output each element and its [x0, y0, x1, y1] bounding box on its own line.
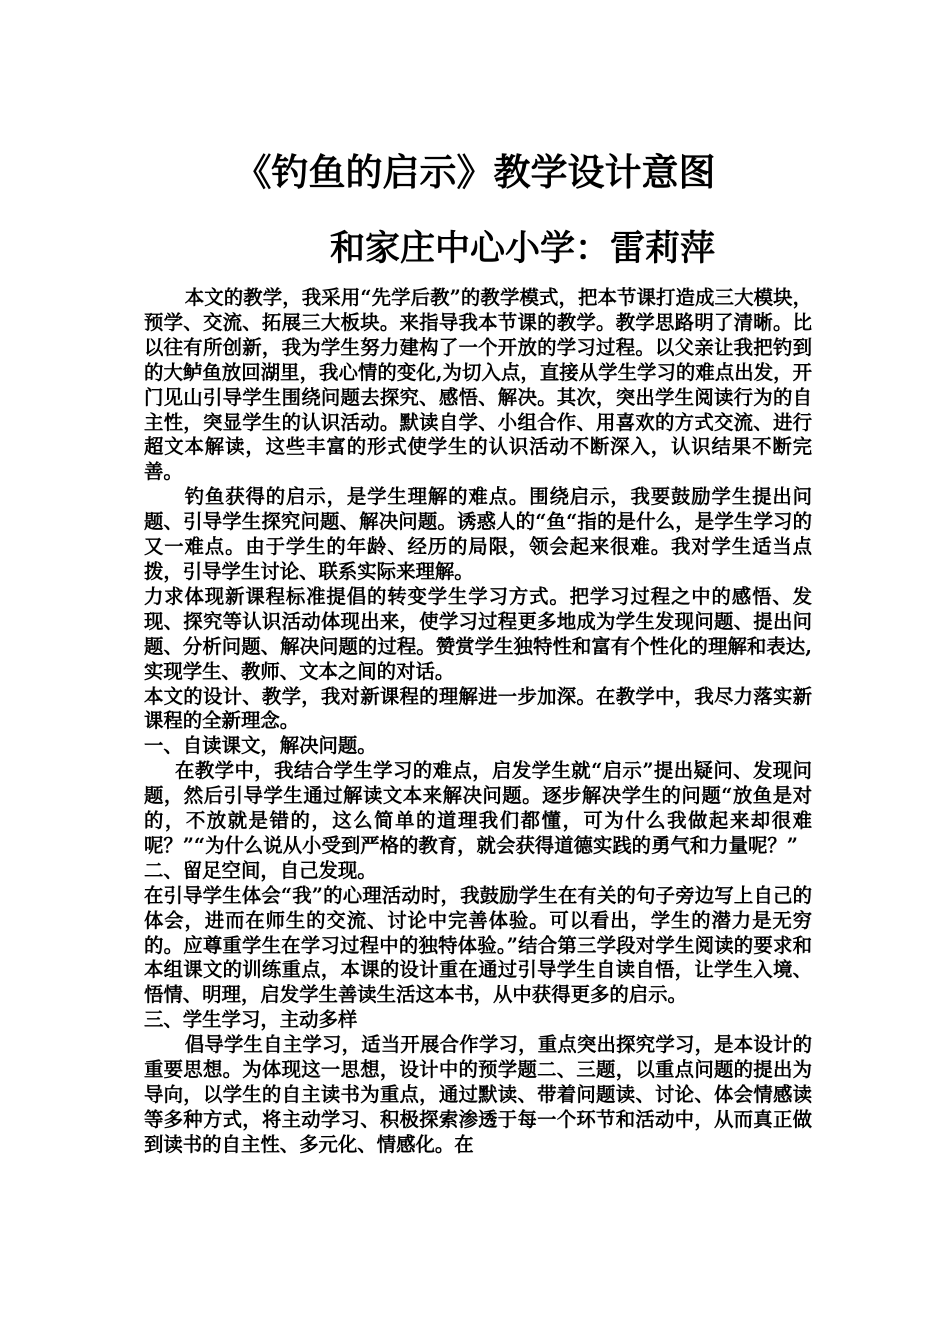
- document-body: [144, 286, 812, 1158]
- author-line: 和家庄中心小学：雷莉萍: [330, 228, 716, 269]
- paragraph: 本文的教学，我采用“先学后教”的教学模式，把本节课打造成三大模块，预学、交流、拓展三大板块。来指导我本节课的教学。教学思路明了清晰。比以往有所创新，我为学生努力建构了一个开放的学习过程。以父亲让我把钓到的大鲈鱼放回湖里，我心情的变化,为切入点，直接从学生学习的难点出发，开门见山引导学生围绕问题去探究、感悟、解决。其次，突出学生阅读行为的自主性，突显学生的认识活动。默读自学、小组合作、用喜欢的方式交流、进行超文本解读，这些丰富的形式使学生的认识活动不断深入，认识结果不断完善。: [144, 286, 812, 484]
- paragraph: 本文的设计、教学，我对新课程的理解进一步加深。在教学中，我尽力落实新课程的全新理念。: [144, 684, 812, 733]
- document-title: 《钓鱼的启示》教学设计意图: [234, 150, 716, 194]
- paragraph: 在教学中，我结合学生学习的难点，启发学生就“启示”提出疑问、发现问题，然后引导学生通过解读文本来解决问题。逐步解决学生的问题“放鱼是对的，不放就是错的，这么简单的道理我们都懂，可为什么我做起来却很难呢？”“为什么说从小受到严格的教育，就会获得道德实践的勇气和力量呢？”: [144, 759, 812, 857]
- paragraph: 倡导学生自主学习，适当开展合作学习，重点突出探究学习，是本设计的重要思想。为体现这一思想，设计中的预学题二、三题，以重点问题的提出为导向，以学生的自主读书为重点，通过默读、带着问题读、讨论、体会情感读等多种方式，将主动学习、积极探索渗透于每一个环节和活动中，从而真正做到读书的自主性、多元化、情感化。在: [144, 1033, 812, 1156]
- paragraph: 在引导学生体会“我”的心理活动时，我鼓励学生在有关的句子旁边写上自己的体会，进而在师生的交流、讨论中完善体验。可以看出，学生的潜力是无穷的。应尊重学生在学习过程中的独特体验。”结合第三学段对学生阅读的要求和本组课文的训练重点，本课的设计重在通过引导学生自读自悟，让学生入境、悟情、明理，启发学生善读生活这本书，从中获得更多的启示。: [144, 883, 812, 1007]
- paragraph: 钓鱼获得的启示，是学生理解的难点。围绕启示，我要鼓励学生提出问题、引导学生探究问题、解决问题。诱惑人的“鱼“指的是什么，是学生学习的又一难点。由于学生的年龄、经历的局限，领会起来很难。我对学生适当点拨，引导学生讨论、联系实际来理解。: [144, 485, 812, 583]
- section-heading: 一、自读课文，解决问题。: [144, 734, 377, 758]
- paragraph: 力求体现新课程标准提倡的转变学生学习方式。把学习过程之中的感悟、发现、探究等认识活动体现出来，使学习过程更多地成为学生发现问题、提出问题、分析问题、解决问题的过程。赞赏学生独特性和富有个性化的理解和表达,实现学生、教师、文本之间的对话。: [144, 584, 812, 683]
- section-heading: 三、学生学习，主动多样: [144, 1008, 358, 1032]
- section-heading: 二、留足空间，自己发现。: [144, 858, 377, 882]
